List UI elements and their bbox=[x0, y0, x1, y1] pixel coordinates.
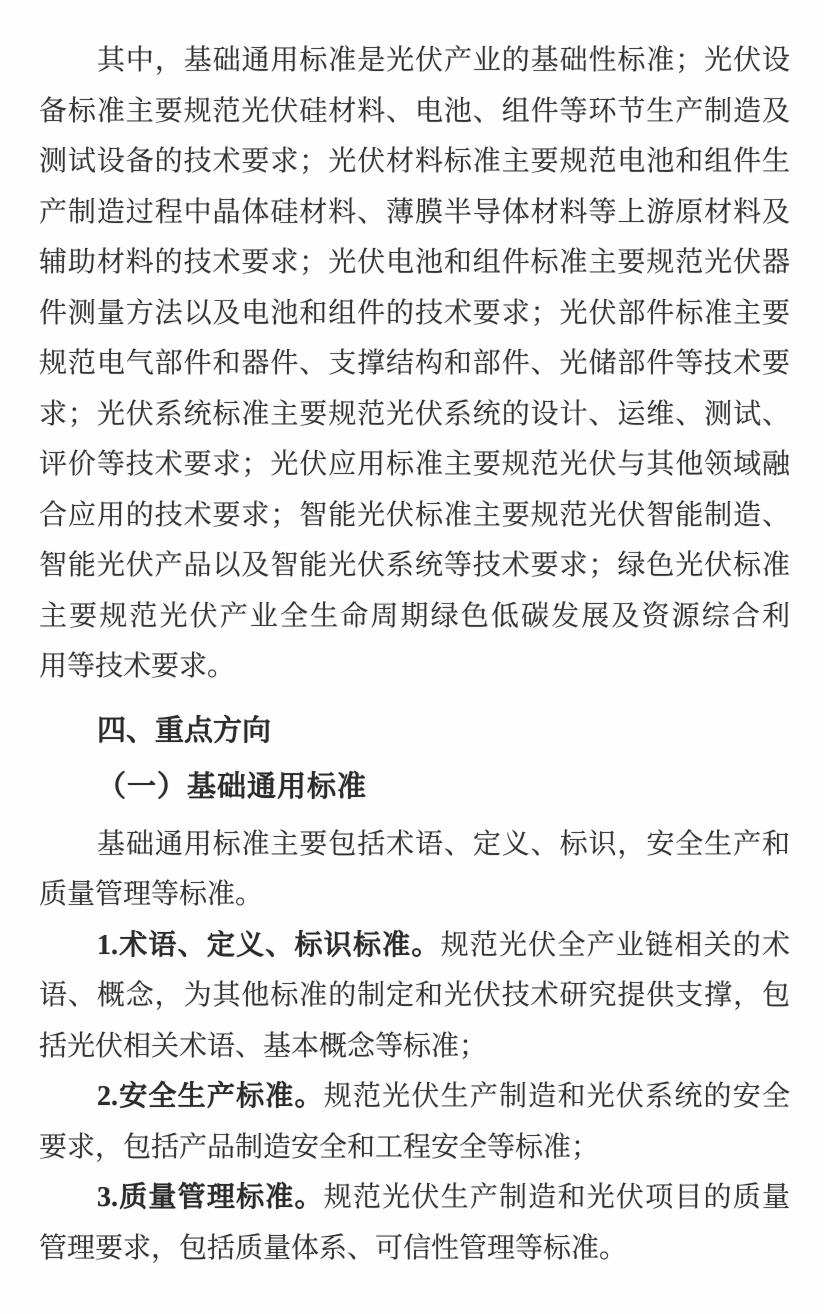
text-run: 要求，包括产品制造安全和工程安全等标准； bbox=[39, 1131, 600, 1163]
text-line bbox=[39, 592, 790, 643]
text-run: 规范光伏生产制造和光伏项目的质量 bbox=[323, 1182, 790, 1213]
bold-text-run: 3.质量管理标准。 bbox=[97, 1182, 324, 1213]
text-run: 其中，基础通用标准是光伏产业的基础性标准；光伏设 bbox=[97, 45, 790, 76]
text-run: 主要规范光伏产业全生命周期绿色低碳发展及资源综合利 bbox=[39, 600, 790, 632]
item-2-safety-production bbox=[39, 1072, 790, 1173]
text-line bbox=[39, 706, 790, 757]
text-run: 辅助材料的技术要求；光伏电池和组件标准主要规范光伏器 bbox=[39, 247, 790, 278]
text-line bbox=[39, 87, 790, 138]
item-3-quality-management bbox=[39, 1173, 790, 1274]
text-line bbox=[39, 1123, 790, 1174]
text-run: 规范电气部件和器件、支撑结构和部件、光储部件等技术要 bbox=[39, 348, 790, 379]
text-run: 质量管理等标准。 bbox=[39, 879, 264, 910]
subsection-heading-1 bbox=[39, 762, 790, 813]
section-heading-4 bbox=[39, 706, 790, 757]
text-run: 语、概念，为其他标准的制定和光伏技术研究提供支撑，包 bbox=[39, 980, 790, 1011]
text-line bbox=[39, 289, 790, 340]
text-line bbox=[39, 390, 790, 441]
text-line bbox=[39, 339, 790, 390]
text-line bbox=[39, 491, 790, 542]
text-run: 求；光伏系统标准主要规范光伏系统的设计、运维、测试、 bbox=[39, 398, 790, 430]
text-run: 规范光伏全产业链相关的术 bbox=[440, 929, 790, 961]
basic-standards-paragraph bbox=[39, 820, 790, 921]
text-line bbox=[39, 971, 790, 1022]
text-line bbox=[39, 820, 790, 871]
text-line bbox=[39, 870, 790, 921]
bold-text-run: 1.术语、定义、标识标准。 bbox=[97, 929, 441, 961]
item-1-terms-definitions-labels bbox=[39, 921, 790, 1073]
text-line bbox=[39, 921, 790, 972]
text-line bbox=[39, 1072, 790, 1123]
text-line bbox=[39, 541, 790, 592]
text-line bbox=[39, 1022, 790, 1073]
text-line bbox=[39, 1173, 790, 1224]
text-run: 备标准主要规范光伏硅材料、电池、组件等环节生产制造及 bbox=[39, 95, 790, 127]
text-run: 管理要求，包括质量体系、可信性管理等标准。 bbox=[39, 1232, 628, 1264]
text-run: 用等技术要求。 bbox=[39, 651, 236, 682]
text-run: 括光伏相关术语、基本概念等标准； bbox=[39, 1030, 488, 1062]
text-line bbox=[39, 137, 790, 188]
text-run: 智能光伏产品以及智能光伏系统等技术要求；绿色光伏标准 bbox=[39, 550, 790, 581]
text-run: 合应用的技术要求；智能光伏标准主要规范光伏智能制造、 bbox=[39, 499, 790, 531]
bold-text-run: 四、重点方向 bbox=[97, 714, 272, 747]
document-body bbox=[39, 36, 790, 1274]
text-line bbox=[39, 188, 790, 239]
text-run: 测试设备的技术要求；光伏材料标准主要规范电池和组件生 bbox=[39, 146, 790, 177]
bold-text-run: 2.安全生产标准。 bbox=[97, 1081, 324, 1112]
text-run: 件测量方法以及电池和组件的技术要求；光伏部件标准主要 bbox=[39, 297, 790, 329]
text-line bbox=[39, 762, 790, 813]
text-run: 基础通用标准主要包括术语、定义、标识，安全生产和 bbox=[97, 828, 790, 860]
text-run: 产制造过程中晶体硅材料、薄膜半导体材料等上游原材料及 bbox=[39, 196, 790, 228]
text-line bbox=[39, 238, 790, 289]
text-line bbox=[39, 36, 790, 87]
intro-paragraph bbox=[39, 36, 790, 693]
text-line bbox=[39, 1224, 790, 1275]
text-line bbox=[39, 642, 790, 693]
text-run: 规范光伏生产制造和光伏系统的安全 bbox=[323, 1081, 790, 1112]
bold-text-run: （一）基础通用标准 bbox=[97, 771, 368, 803]
text-run: 评价等技术要求；光伏应用标准主要规范光伏与其他领域融 bbox=[39, 449, 790, 480]
text-line bbox=[39, 440, 790, 491]
